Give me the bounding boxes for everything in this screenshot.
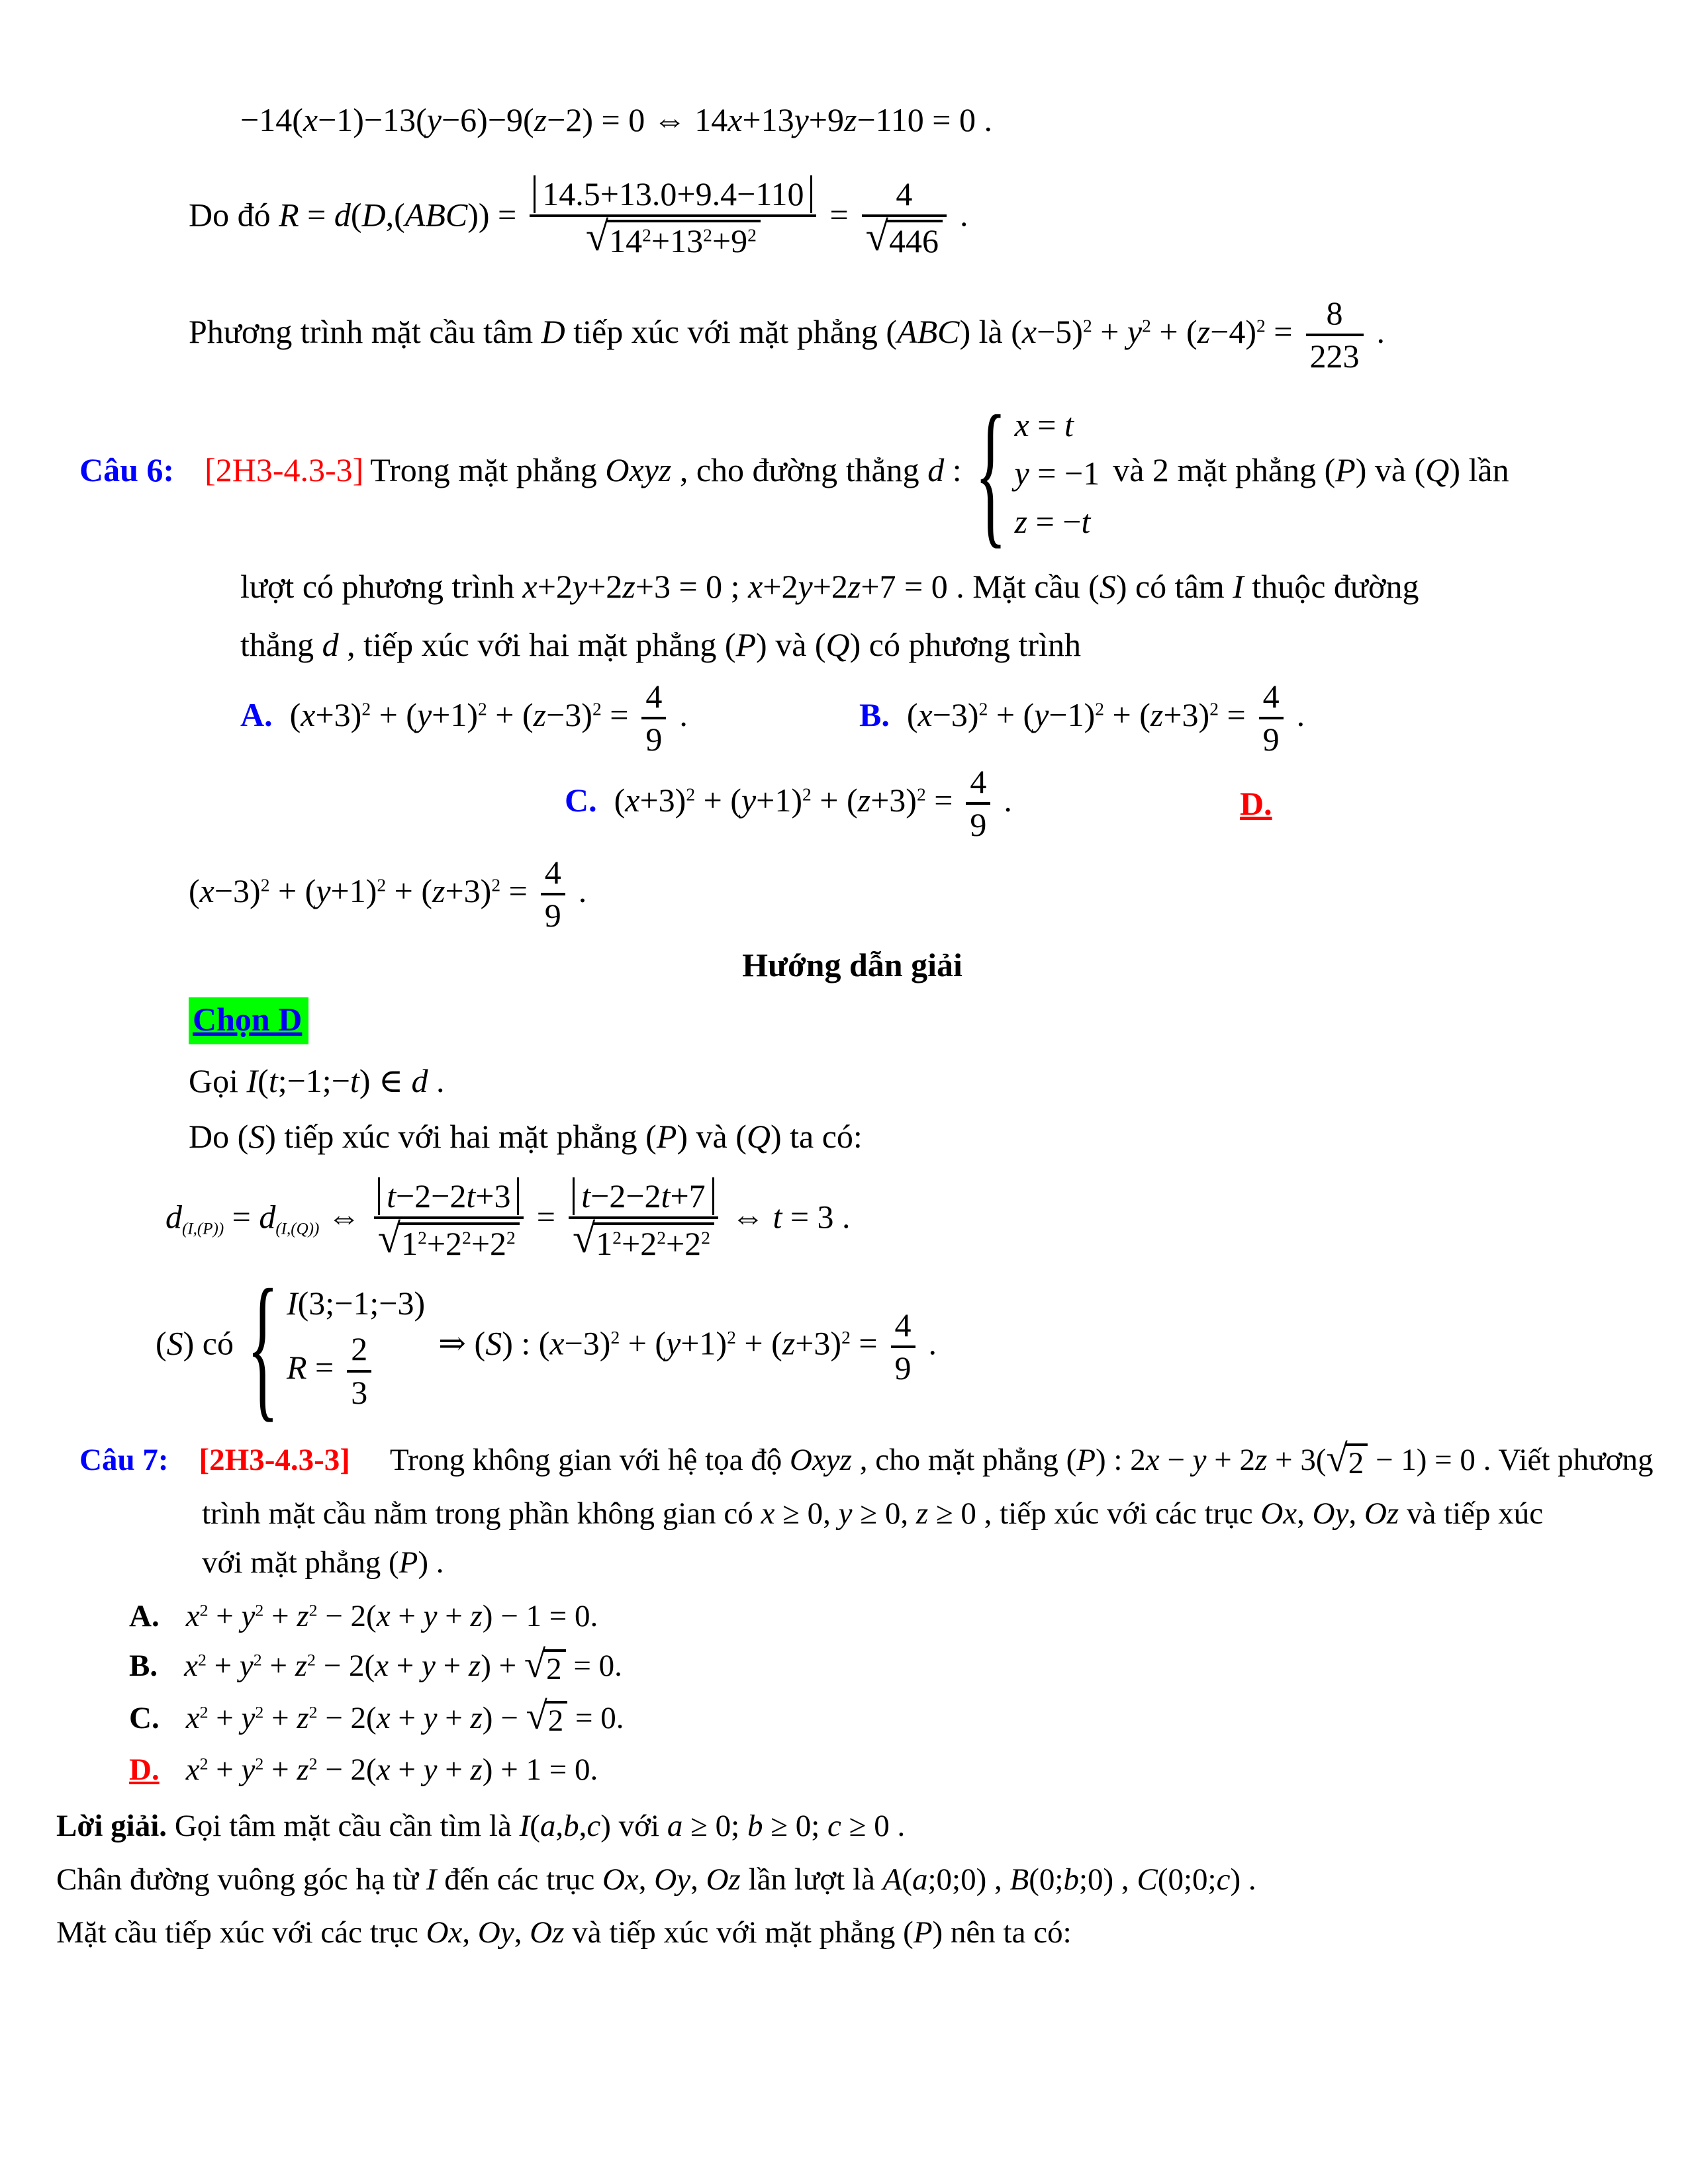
cau6-option-b-letter: B. [859,696,890,733]
cau7-option-a-letter: A. [129,1599,160,1634]
cau7-option-a [129,1597,1648,1636]
cau7-option-d-math: $x^2 + y^2 + z^2 - 2(x + y + z) + 1 = 0$. [185,1752,598,1788]
cau7-option-c-math: $x^2 + y^2 + z^2 - 2(x + y + z)$ − √ 2 = 0. [185,1694,624,1739]
cau7-option-c-letter: C. [129,1700,160,1735]
cau6-option-b-math: $(x-3)^2 + (y-1)^2 + (z+3)^2$ = $\frac{4}{9}$ . [906,677,1305,758]
solution-label: Lời giải. [56,1808,167,1843]
cau6-option-c [565,763,1240,844]
equation-line-dodo: Do đó R = d(D,(ABC)) = 14.5+13.0+9.4−110 √ $14^2+13^2+9^2$ = 4 √ 446 . [189,175,968,260]
cau6-sol-deq: $d_{(I,(P))} = d_{(I,(Q))}$ ⇔ t−2−2t+3 √ $1^2+2^2+2^2$ = t−2−2t+7 √ $1^2+2^2+2^2$ ⇔ t = 3 . [165,1177,851,1262]
cau7-option-c [129,1694,1648,1741]
cau6-option-a [240,678,859,759]
cau6-line2: lượt có phương trình x+2y+2z+3 = 0 ; x+2y+2z+7 = 0 . Mặt cầu (S) có tâm I thuộc đường [240,567,1419,605]
cau6-options-row-ab [240,678,1648,759]
cau7-option-a-math: $x^2 + y^2 + z^2 - 2(x + y + z) - 1 = 0$. [185,1599,598,1634]
cau7-option-b-math: $x^2 + y^2 + z^2 - 2(x + y + z)$ + √ 2 = 0. [184,1642,622,1686]
cau7-option-d [129,1751,1648,1790]
cau6-line1: Trong mặt phẳng Oxyz , cho đường thẳng d : { x = t y = −1 z = −t và 2 mặt phẳng (P) và (Q) lần [370,383,1509,563]
cau7-label: Câu 7: [79,1443,169,1478]
cau6-option-d-letter-wrap [1240,783,1299,825]
cau6-line3: thẳng d , tiếp xúc với hai mặt phẳng (P) và (Q) có phương trình [240,626,1081,664]
equation-line-ptmc: Phương trình mặt cầu tâm D tiếp xúc với mặt phẳng (ABC) là $(x-5)^2 + y^2 + (z-4)^2$ = $\frac{8}{223}$ . [189,294,1385,375]
cau7-line1: Trong không gian với hệ tọa độ Oxyz , cho mặt phẳng (P) : 2x − y + 2z + 3( √ 2 − 1) = 0 . Viết phương [389,1437,1654,1480]
cau7-solution-line1 [56,1807,1648,1846]
cau7-tag: [2H3-4.3-3] [199,1443,350,1478]
cau7-question [79,1437,1654,1482]
chosen-answer [189,997,1648,1044]
cau6-option-d-math: $(x-3)^2 + (y+1)^2 + (z+3)^2$ = $\frac{4}{9}$ . [189,853,587,934]
cau7-line3: với mặt phẳng (P) . [202,1545,444,1580]
cau7-option-b [129,1642,1648,1688]
cau7-line2: trình mặt cầu nằm trong phần không gian có x ≥ 0, y ≥ 0, z ≥ 0 , tiếp xúc với các trục Ox, Oy, Oz và tiếp xúc [202,1496,1544,1531]
equation-line-1: −14(x−1)−13(y−6)−9(z−2) = 0 ⇔ 14x+13y+9z−110 = 0 . [240,101,993,138]
cau6-sol-dos: Do (S) tiếp xúc với hai mặt phẳng (P) và (Q) ta có: [189,1118,863,1156]
cau7-option-b-letter: B. [129,1648,158,1683]
cau6-options-row-cd [565,763,1648,844]
cau6-sol-goi: Gọi I(t;−1;−t) ∈ d . [189,1062,445,1099]
guide-title: Hướng dẫn giải [742,946,962,983]
cau6-option-b [859,678,1305,759]
solution-line1-math: Gọi tâm mặt cầu cần tìm là I(a,b,c) với a ≥ 0; b ≥ 0; c ≥ 0 . [167,1808,906,1843]
cau6-option-c-math: $(x+3)^2 + (y+1)^2 + (z+3)^2$ = $\frac{4}{9}$ . [614,762,1012,844]
chosen-answer-highlight: Chọn D [189,997,308,1044]
cau6-option-c-letter: C. [565,781,597,819]
cau7-solution-line3: Mặt cầu tiếp xúc với các trục Ox, Oy, Oz và tiếp xúc với mặt phẳng (P) nên ta có: [56,1915,1072,1950]
cau6-option-d-letter: D. [1240,785,1272,823]
cau7-option-d-letter: D. [129,1752,160,1788]
cau6-label: Câu 6: [79,451,175,488]
cau6-tag: [2H3-4.3-3] [205,451,364,488]
cau6-question [79,383,1648,563]
cau6-sol-sco: (S) có { I(3;−1;−3) R = $\frac{2}{3}$ ⇒ (S) : $(x-3)^2 + (y+1)^2 + (z+3)^2$ = $\frac{4}{9}$ . [156,1255,937,1436]
cau6-option-a-math: $(x+3)^2 + (y+1)^2 + (z-3)^2$ = $\frac{4}{9}$ . [289,677,688,758]
cau7-solution-line2: Chân đường vuông góc hạ từ I đến các trục Ox, Oy, Oz lần lượt là A(a;0;0) , B(0;b;0) , C(0;0;c) . [56,1862,1256,1897]
cau6-option-a-letter: A. [240,696,273,733]
